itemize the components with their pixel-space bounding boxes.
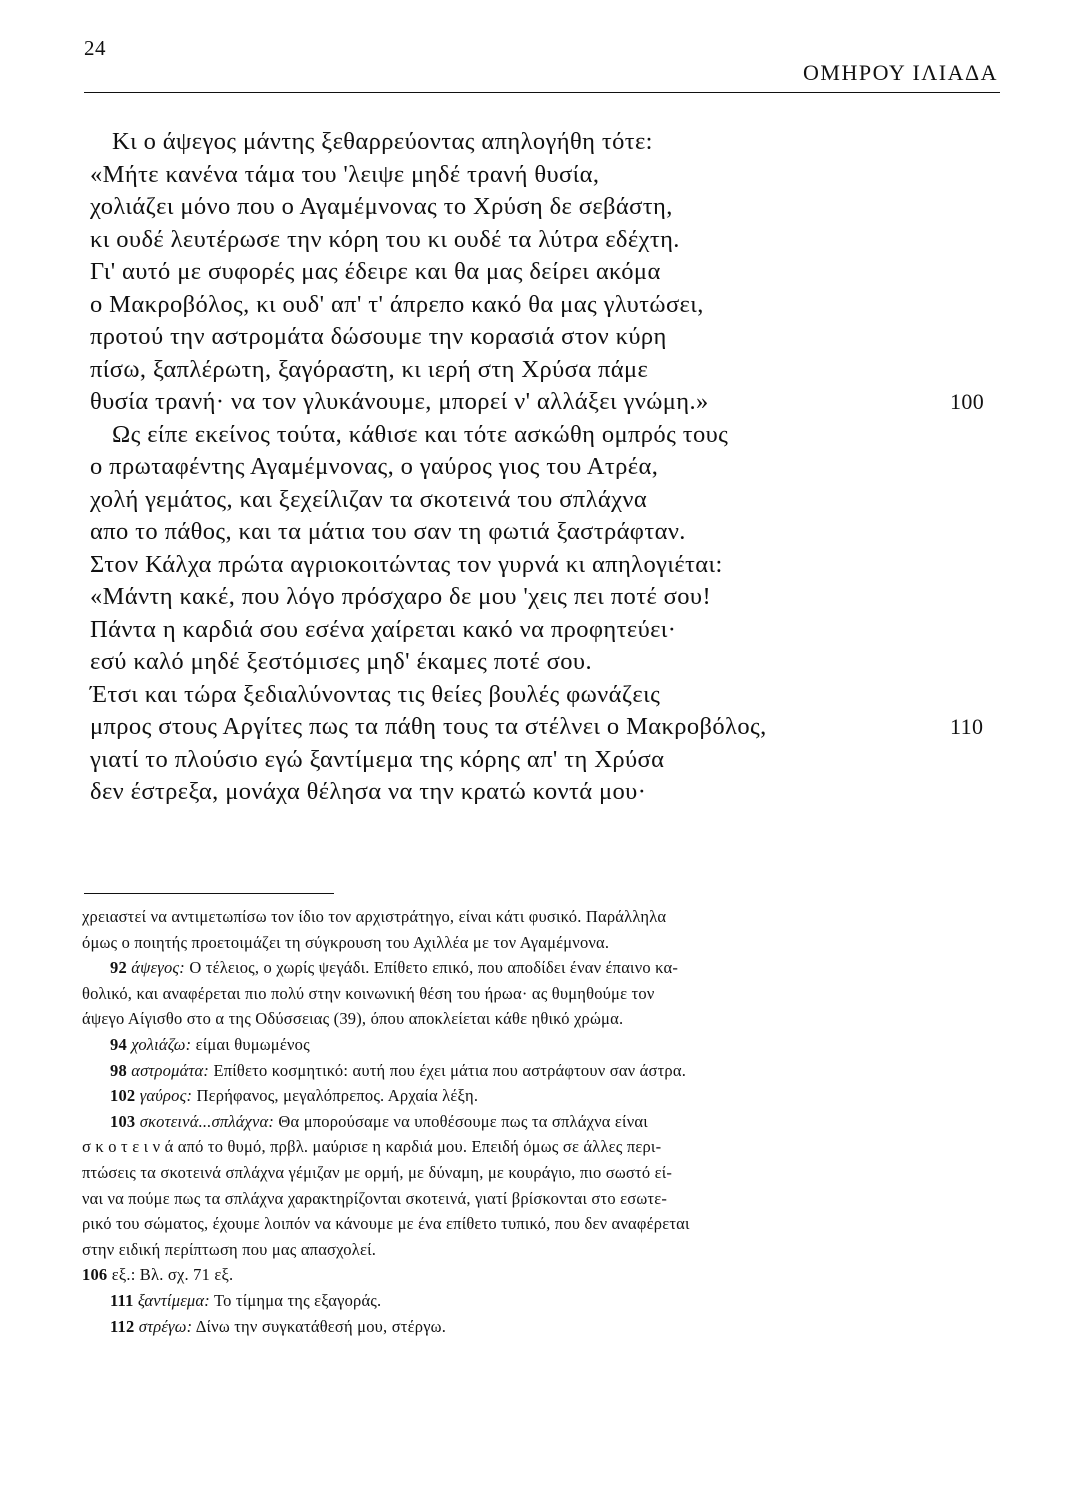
poem-line-text: πίσω, ξαπλέρωτη, ξαγόραστη, κι ιερή στη Χρύσα πάμε xyxy=(90,355,649,383)
note-number: 98 xyxy=(110,1060,127,1080)
poem-line-text: Κι ο άψεγος μάντης ξεθαρρεύοντας απηλογήθη τότε: xyxy=(112,128,653,155)
poem-line xyxy=(82,776,1012,809)
poem-text xyxy=(82,126,1012,809)
note-continuation-line: χρειαστεί να αντιμετωπίσω τον ίδιο τον αρχιστράτηγο, είναι κάτι φυσικό. Παράλληλα xyxy=(82,907,667,926)
note-102 xyxy=(82,1083,912,1109)
note-number: 102 xyxy=(110,1086,136,1106)
poem-line xyxy=(82,484,1012,517)
poem-line-text: Έτσι και τώρα ξεδιαλύνοντας τις θείες βουλές φωνάζεις xyxy=(90,680,661,708)
poem-line xyxy=(82,549,1012,582)
poem-line xyxy=(82,451,1012,484)
poem-line-text: εσύ καλό μηδέ ξεστόμισες μηδ' έκαμες ποτέ σου. xyxy=(90,648,592,675)
poem-line-text: χολιάζει μόνο που ο Αγαμέμνονας το Χρύση δε σεβάστη, xyxy=(90,193,673,220)
poem-line xyxy=(82,581,1012,614)
note-lemma: σκοτεινά...σπλάχνα: xyxy=(139,1111,275,1131)
note-text: Δίνω την συγκατάθεσή μου, στέργω. xyxy=(195,1316,447,1336)
note-lemma: χολιάζω: xyxy=(131,1034,192,1054)
note-number: 112 xyxy=(110,1316,135,1336)
note-106 xyxy=(82,1262,912,1288)
line-number: 100 xyxy=(950,389,985,414)
note-number: 92 xyxy=(110,958,127,978)
page-number: 24 xyxy=(84,36,106,60)
poem-line xyxy=(82,126,1012,159)
poem-line-text: Ως είπε εκείνος τούτα, κάθισε και τότε ασκώθη ομπρός τους xyxy=(112,420,729,448)
poem-line-text: ο Μακροβόλος, κι ουδ' απ' τ' άπρεπο κακό θα μας γλυτώσει, xyxy=(90,290,704,318)
note-92 xyxy=(82,955,912,981)
note-103-line: ναι να πούμε πως τα σπλάχνα χαρακτηρίζονται σκοτεινά, γιατί βρίσκονται στο εσωτε- xyxy=(82,1188,668,1208)
poem-line-text: κι ουδέ λευτέρωσε την κόρη του κι ουδέ τα λύτρα εδέχτη. xyxy=(90,225,680,253)
poem-line xyxy=(82,386,1012,419)
poem-line-text: «Μήτε κανένα τάμα του 'λειψε μηδέ τρανή θυσία, xyxy=(90,160,600,188)
footnotes xyxy=(82,904,912,1339)
note-lemma: στρέγω: xyxy=(138,1316,193,1336)
running-head: ΟΜΗΡΟΥ ΙΛΙΑΔΑ xyxy=(803,60,998,85)
poem-line xyxy=(82,516,1012,549)
poem-line-text: ο πρωταφέντης Αγαμέμνονας, ο γαύρος γιος του Ατρέα, xyxy=(90,453,659,480)
note-text: Περήφανος, μεγαλόπρεπος. Αρχαία λέξη. xyxy=(196,1086,479,1106)
poem-line-text: χολή γεμάτος, και ξεχείλιζαν τα σκοτεινά του σπλάχνα xyxy=(90,485,648,513)
poem-line-text: μπρος στους Αργίτες πως τα πάθη τους τα στέλνει ο Μακροβόλος, xyxy=(90,713,767,740)
note-text: είμαι θυμωμένος xyxy=(195,1034,310,1054)
poem-line-text: προτού την αστρομάτα δώσουμε την κορασιά στον κύρη xyxy=(90,323,667,350)
note-103-line: σ κ ο τ ε ι ν ά από το θυμό, πρβλ. μαύρισε η καρδιά μου. Επειδή όμως σε άλλες περι- xyxy=(82,1137,662,1157)
poem-line xyxy=(82,159,1012,192)
note-lemma: αστρομάτα: xyxy=(131,1060,210,1080)
note-111 xyxy=(82,1288,912,1314)
poem-line xyxy=(82,614,1012,647)
poem-line-text: Γι' αυτό με συφορές μας έδειρε και θα μας δείρει ακόμα xyxy=(90,258,661,285)
note-103-line: στην ειδική περίπτωση που μας απασχολεί. xyxy=(82,1239,377,1259)
note-text: εξ.: Βλ. σχ. 71 εξ. xyxy=(111,1265,234,1285)
note-text: Θα μπορούσαμε να υποθέσουμε πως τα σπλάχνα είναι xyxy=(278,1111,648,1131)
poem-line xyxy=(82,679,1012,712)
poem-line xyxy=(82,711,1012,744)
note-lemma: ξαντίμεμα: xyxy=(137,1290,210,1310)
line-number: 110 xyxy=(950,714,984,739)
note-92-line: άψεγο Αίγισθο στο α της Οδύσσειας (39), όπου αποκλείεται κάθε ηθικό χρώμα. xyxy=(82,1009,624,1029)
note-112 xyxy=(82,1314,912,1340)
poem-line xyxy=(82,744,1012,777)
poem-line xyxy=(82,419,1012,452)
poem-line xyxy=(82,321,1012,354)
poem-line xyxy=(82,191,1012,224)
note-94 xyxy=(82,1032,912,1058)
note-lemma: γαύρος: xyxy=(139,1086,193,1106)
note-number: 106 xyxy=(82,1265,108,1285)
poem-line-text: Στον Κάλχα πρώτα αγριοκοιτώντας τον γυρνά κι απηλογιέται: xyxy=(90,550,723,578)
note-103 xyxy=(82,1109,912,1135)
poem-line xyxy=(82,289,1012,322)
poem-line-text: δεν έστρεξα, μονάχα θέλησα να την κρατώ κοντά μου· xyxy=(90,778,647,805)
note-number: 94 xyxy=(110,1034,127,1054)
note-lemma: άψεγος: xyxy=(131,958,185,978)
poem-line-text: απο το πάθος, και τα μάτια του σαν τη φωτιά ξαστράφταν. xyxy=(90,518,686,545)
note-text: Το τίμημα της εξαγοράς. xyxy=(213,1290,382,1310)
note-92-line: θολικό, και αναφέρεται πιο πολύ στην κοινωνική θέση του ήρωα· ας θυμηθούμε τον xyxy=(82,983,655,1003)
note-text: Ο τέλειος, ο χωρίς ψεγάδι. Επίθετο επικό, που αποδίδει έναν έπαινο κα- xyxy=(189,958,679,978)
header-rule xyxy=(84,92,1000,93)
note-103-line: ρικό του σώματος, έχουμε λοιπόν να κάνουμε με ένα επίθετο τυπικό, που δεν αναφέρεται xyxy=(82,1214,690,1234)
poem-line-text: θυσία τρανή· να τον γλυκάνουμε, μπορεί ν' αλλάξει γνώμη.» xyxy=(90,388,709,415)
note-number: 111 xyxy=(110,1290,134,1310)
poem-line xyxy=(82,256,1012,289)
poem-line xyxy=(82,646,1012,679)
footnote-rule xyxy=(84,893,334,894)
poem-line xyxy=(82,354,1012,387)
note-continuation-line: όμως ο ποιητής προετοιμάζει τη σύγκρουση του Αχιλλέα με τον Αγαμέμνονα. xyxy=(82,932,610,952)
note-text: Επίθετο κοσμητικό: αυτή που έχει μάτια που αστράφτουν σαν άστρα. xyxy=(213,1060,687,1080)
poem-line-text: Πάντα η καρδιά σου εσένα χαίρεται κακό να προφητεύει· xyxy=(90,615,677,643)
note-number: 103 xyxy=(110,1111,136,1131)
note-103-line: πτώσεις τα σκοτεινά σπλάχνα γέμιζαν με ορμή, με δύναμη, με κουράγιο, πιο σωστό εί- xyxy=(82,1162,673,1182)
poem-line-text: γιατί το πλούσιο εγώ ξαντίμεμα της κόρης απ' τη Χρύσα xyxy=(90,745,665,773)
poem-line-text: «Μάντη κακέ, που λόγο πρόσχαρο δε μου 'χεις πει ποτέ σου! xyxy=(90,583,712,610)
poem-line xyxy=(82,224,1012,257)
note-98 xyxy=(82,1058,912,1084)
